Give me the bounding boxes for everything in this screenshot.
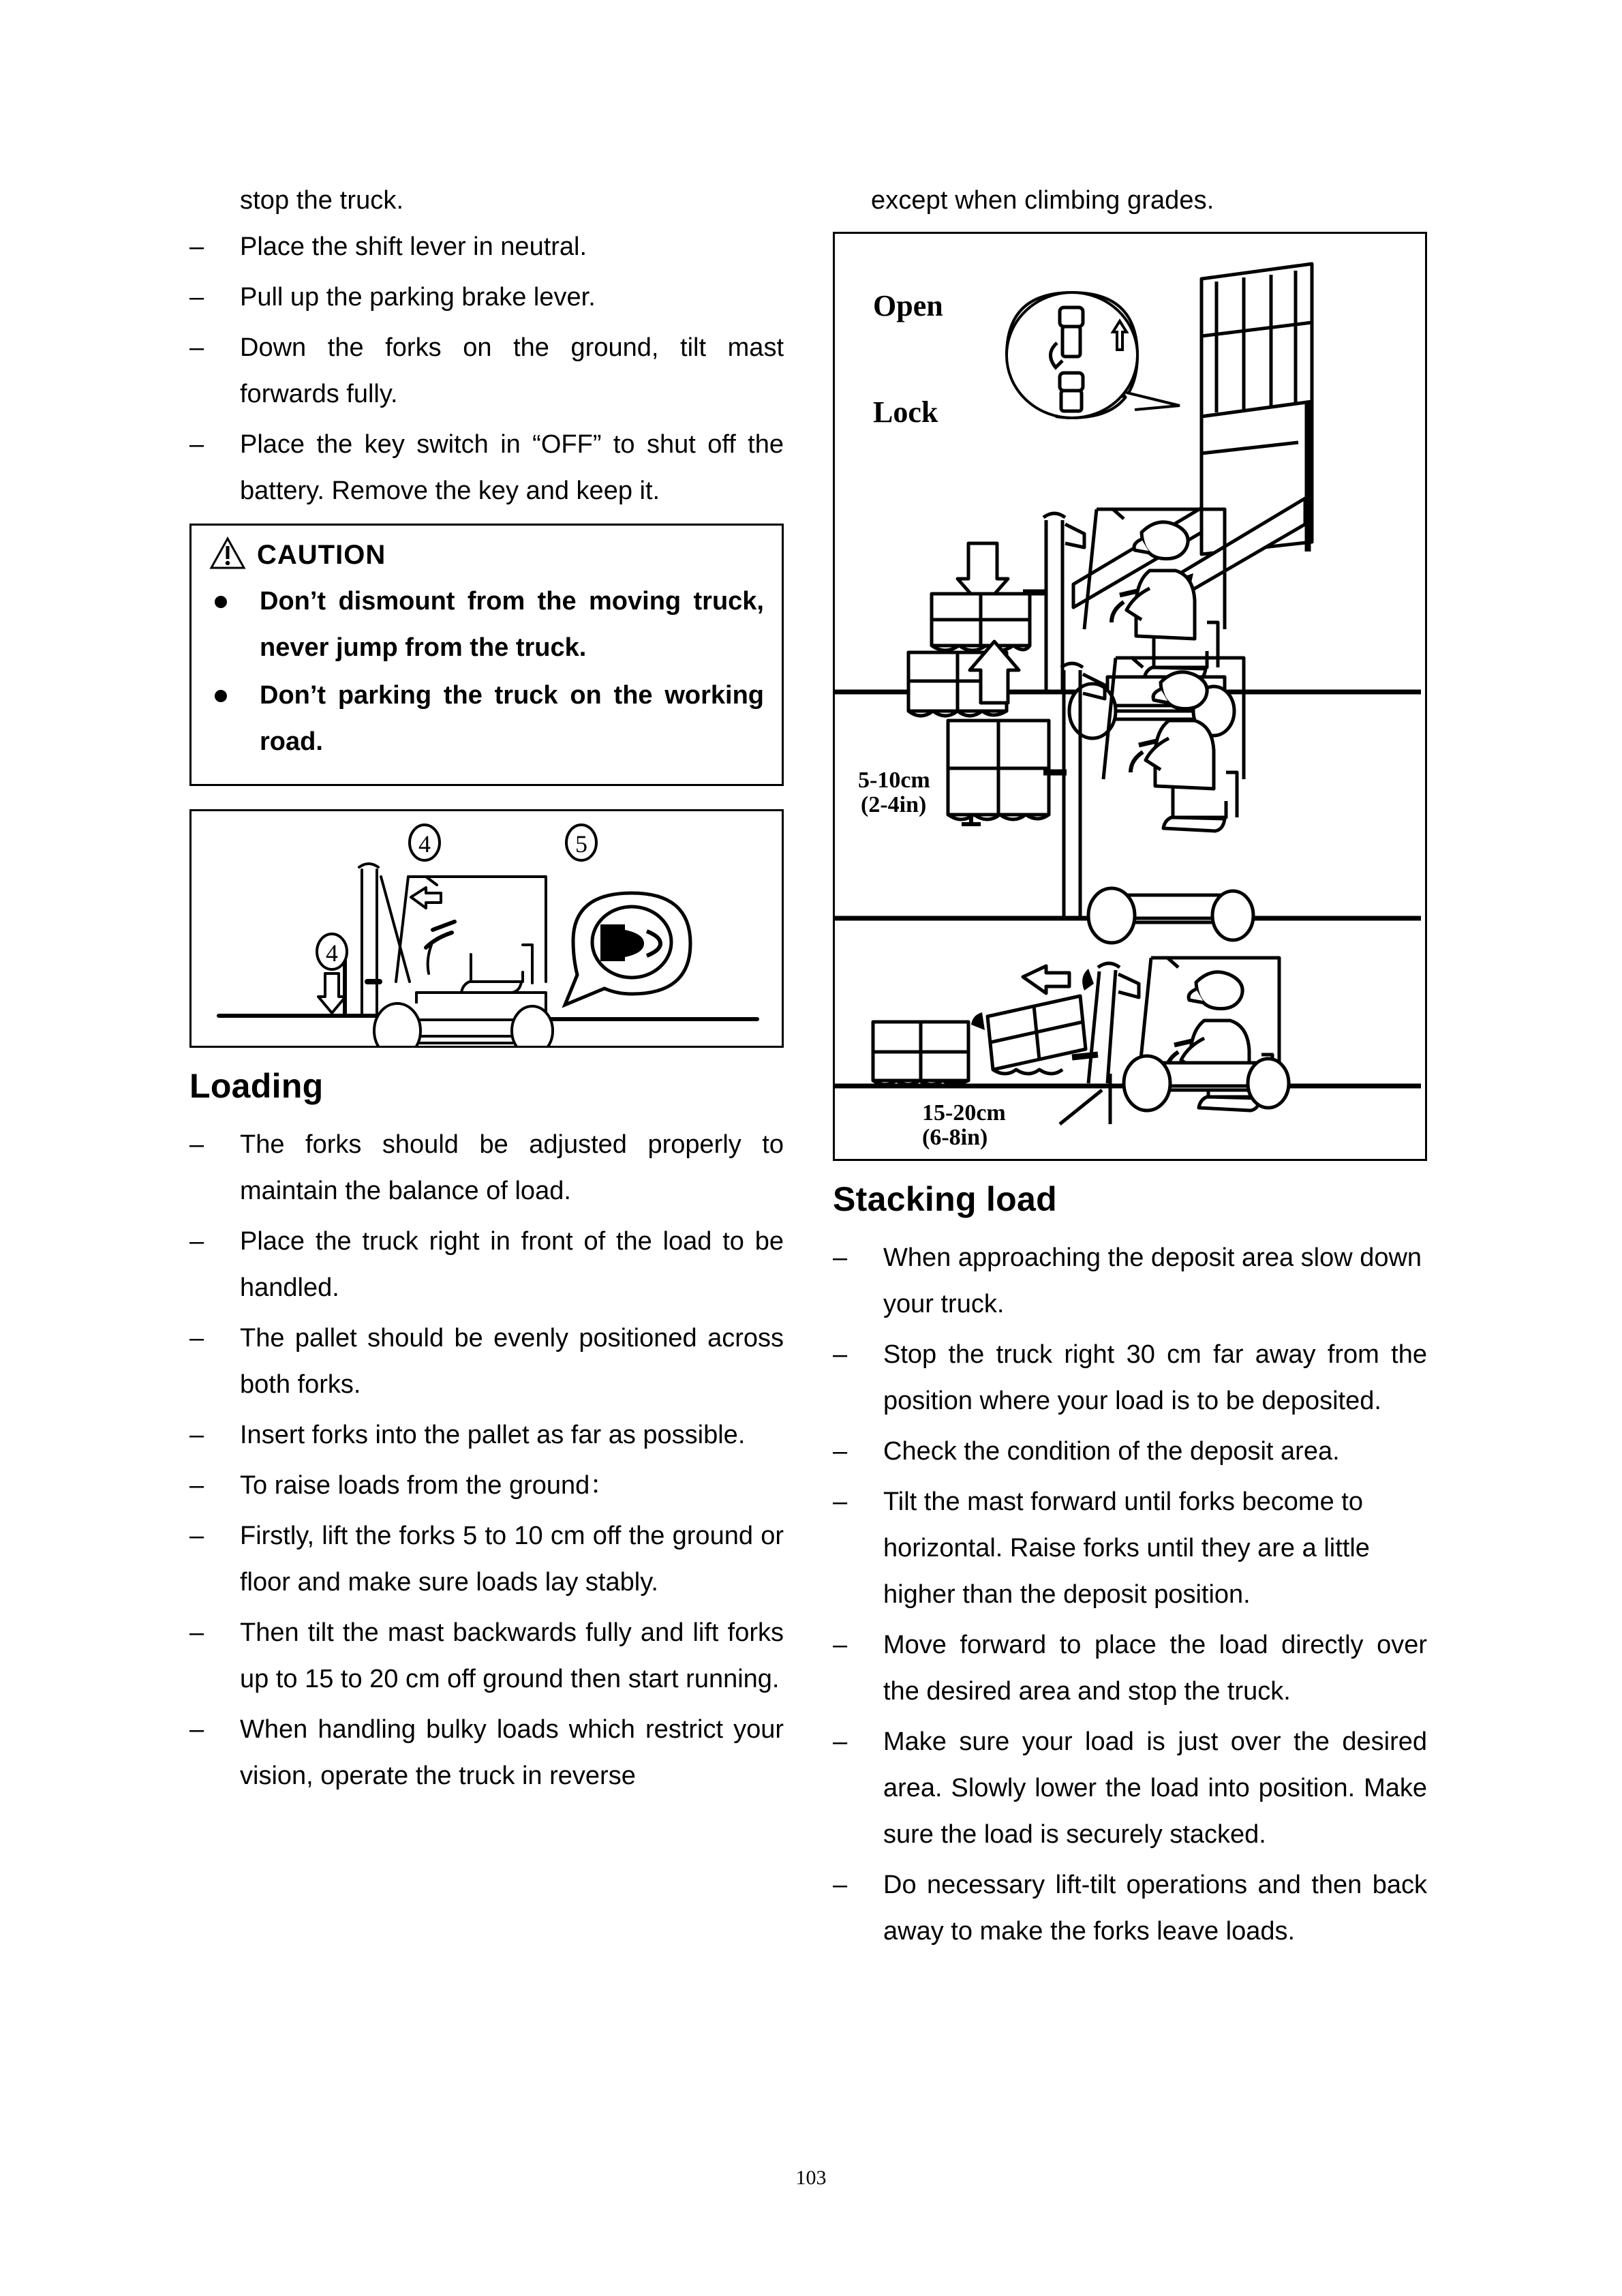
list-item (189, 1610, 784, 1702)
page-number: 103 (795, 2166, 827, 2189)
bullet-dash: – (189, 333, 204, 362)
caution-title: CAUTION (257, 540, 386, 570)
open-label: Open (873, 289, 943, 322)
caution-item-text: Don’t parking the truck on the working road. (260, 681, 764, 756)
callout-5 (566, 825, 596, 860)
bullet-dash: – (189, 430, 204, 459)
list-item-text: When approaching the deposit area slow down your truck. (883, 1243, 1422, 1318)
list-item-text: Tilt the mast forward until forks become to horizontal. Raise forks until they are a little higher than the deposit position. (883, 1487, 1370, 1609)
list-item-text: Place the key switch in “OFF” to shut off the battery. Remove the key and keep it. (240, 430, 784, 505)
bullet-dot-icon (215, 596, 227, 608)
list-item (833, 1862, 1427, 1954)
caution-item-text: Don’t dismount from the moving truck, never jump from the truck. (260, 587, 764, 662)
list-item (189, 324, 784, 417)
bullet-dash: – (189, 1324, 204, 1353)
list-item (189, 1462, 784, 1509)
list-item (189, 1315, 784, 1408)
list-item (189, 274, 784, 320)
list-item-text: Make sure your load is just over the desired area. Slowly lower the load into position. Make sure the load is securely stacked. (883, 1727, 1427, 1849)
bullet-dash: – (833, 1340, 848, 1369)
bullet-dash: – (189, 283, 204, 312)
lock-label: Lock (873, 395, 938, 429)
list-item-text: The pallet should be evenly positioned across both forks. (240, 1324, 784, 1399)
list-item-text: Down the forks on the ground, tilt mast forwards fully. (240, 333, 784, 408)
list-item (833, 1479, 1427, 1618)
list-item (189, 1412, 784, 1458)
callout-4-bottom (317, 934, 347, 969)
bullet-dash: – (189, 1618, 204, 1647)
list-item (189, 1218, 784, 1311)
right-lead-line: except when climbing grades. (871, 186, 1214, 215)
list-item-text: To raise loads from the ground： (240, 1471, 616, 1500)
forward-arrow-icon (1023, 966, 1069, 993)
caution-item-list (209, 578, 764, 765)
clearance-large-in-label: (6-8in) (922, 1125, 988, 1150)
list-item-text: Place the truck right in front of the load to be handled. (240, 1227, 784, 1302)
forklift-park-position-illustration (192, 811, 782, 1046)
list-item (189, 1513, 784, 1605)
bullet-dash: – (189, 1715, 204, 1744)
list-item-text: Check the condition of the deposit area. (883, 1437, 1340, 1466)
warning-triangle-icon (209, 537, 246, 574)
bullet-dash: – (189, 1471, 204, 1500)
bullet-dash: – (189, 1130, 204, 1159)
clearance-small-in-label: (2-4in) (861, 792, 927, 817)
forklift-park-position-figure (189, 809, 784, 1048)
left-lead-line: stop the truck. (240, 186, 404, 215)
list-item (833, 1719, 1427, 1858)
list-item-text: Place the shift lever in neutral. (240, 232, 587, 261)
list-item (833, 1428, 1427, 1475)
lower-arrow-icon (318, 973, 346, 1013)
callout-4-top (410, 825, 440, 860)
caution-header (209, 537, 764, 574)
page-section-heading-loading: Loading (189, 1067, 324, 1105)
right-column (833, 177, 1427, 1959)
list-item-text: The forks should be adjusted properly to maintain the balance of load. (240, 1130, 784, 1205)
loading-bullet-list (189, 1121, 784, 1799)
svg-text:5: 5 (575, 830, 587, 858)
svg-text:4: 4 (418, 830, 431, 858)
list-item (189, 421, 784, 514)
list-item-text: Pull up the parking brake lever. (240, 283, 596, 312)
list-item (833, 1235, 1427, 1327)
fork-adjust-and-stacking-figure (833, 232, 1427, 1161)
bullet-dash: – (189, 1421, 204, 1449)
list-item-text: Then tilt the mast backwards fully and lift forks up to 15 to 20 cm off ground then start running. (240, 1618, 784, 1693)
left-intro-bullet-list (189, 224, 784, 514)
bullet-dash: – (833, 1487, 848, 1516)
list-item (189, 224, 784, 270)
bullet-dot-icon (215, 690, 227, 702)
caution-item (209, 578, 764, 671)
bullet-dash: – (833, 1243, 848, 1272)
list-item-text: Firstly, lift the forks 5 to 10 cm off the ground or floor and make sure loads lay stably. (240, 1522, 784, 1597)
list-item (833, 1331, 1427, 1424)
caution-box (189, 524, 784, 786)
bullet-dash: – (189, 1522, 204, 1550)
list-item-text: Insert forks into the pallet as far as possible. (240, 1421, 746, 1449)
list-item-text: Do necessary lift-tilt operations and then back away to make the forks leave loads. (883, 1871, 1427, 1946)
page-section-heading-stacking-load: Stacking load (833, 1180, 1057, 1218)
bullet-dash: – (833, 1727, 848, 1756)
caution-item (209, 672, 764, 765)
tilt-arrow-icon (411, 888, 441, 908)
bullet-dash: – (833, 1437, 848, 1466)
bullet-dash: – (833, 1871, 848, 1899)
list-item (189, 1121, 784, 1214)
list-item (189, 1706, 784, 1799)
fork-adjust-and-stacking-illustration (835, 234, 1425, 1159)
bullet-dash: – (189, 1227, 204, 1256)
key-switch-callout-icon (565, 893, 690, 1005)
list-item-text: Stop the truck right 30 cm far away from the position where your load is to be deposited. (883, 1340, 1427, 1415)
clearance-large-cm-label: 15-20cm (922, 1100, 1006, 1126)
svg-text:4: 4 (326, 939, 338, 967)
bullet-dash: – (189, 232, 204, 261)
bullet-dash: – (833, 1631, 848, 1659)
clearance-small-cm-label: 5-10cm (858, 768, 930, 793)
fork-latch-detail-bubble (1007, 292, 1180, 418)
stacking-bullet-list (833, 1235, 1427, 1954)
list-item (833, 1622, 1427, 1715)
left-column (189, 177, 784, 1803)
list-item-text: When handling bulky loads which restrict your vision, operate the truck in reverse (240, 1715, 784, 1790)
list-item-text: Move forward to place the load directly over the desired area and stop the truck. (883, 1631, 1427, 1706)
